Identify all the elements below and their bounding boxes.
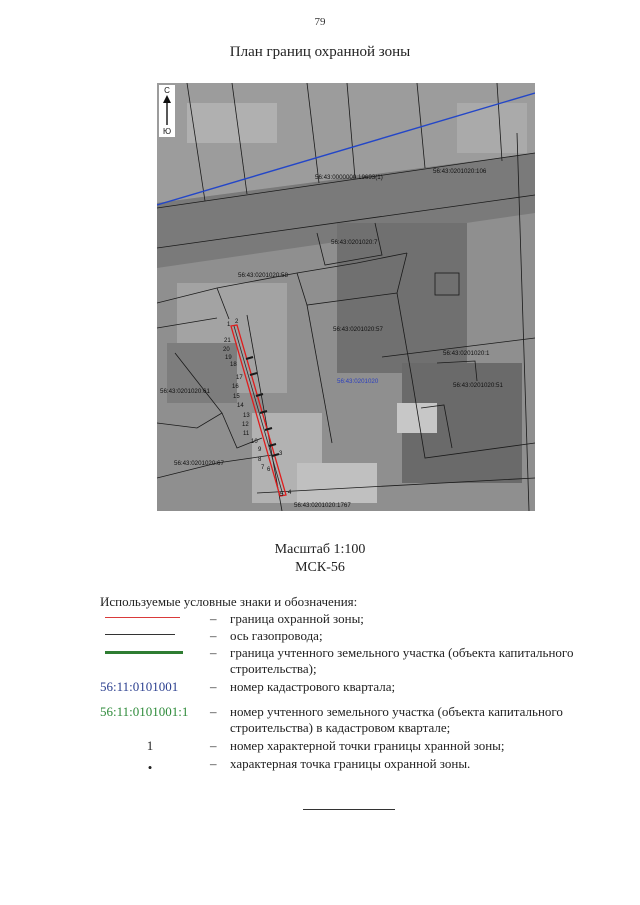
scale-block: [0, 541, 640, 577]
point-number: 6: [267, 467, 271, 473]
point-number: 10: [251, 439, 258, 445]
parcel-label: 56:43:0201020:67: [174, 460, 224, 467]
legend-title: Используемые условные знаки и обозначения:: [100, 594, 358, 609]
legend-text: граница охранной зоны;: [230, 611, 364, 626]
parcel-label: 56:43:0201020:1767: [294, 502, 351, 509]
parcel-label: 56:43:0201020:57: [333, 326, 383, 333]
point-number: 9: [258, 447, 262, 453]
point-number: 17: [236, 375, 243, 381]
legend-symbol-point-dot-icon: •: [147, 760, 153, 775]
south-label: Ю: [162, 127, 172, 136]
quarter-label: 56:43:0201020: [337, 378, 379, 385]
legend-text: характерная точка границы охранной зоны.: [230, 756, 471, 771]
point-number: 8: [258, 457, 262, 463]
parcel-label: 56:43:0201020:106: [433, 168, 487, 175]
coordinate-system: МСК-56: [295, 560, 345, 575]
legend-symbol-quarter-number: 56:11:0101001: [100, 679, 179, 694]
legend-symbol-point-number: 1: [146, 738, 154, 753]
cadastral-map: [157, 83, 535, 511]
point-number: 18: [230, 362, 237, 368]
legend-text: ось газопровода;: [230, 628, 323, 643]
scale-text: Масштаб 1:100: [274, 542, 366, 557]
legend-dash: –: [210, 704, 217, 719]
parcel-label: 56:43:0201020:1: [443, 350, 490, 357]
point-number: 5: [280, 492, 284, 498]
page-number: 79: [314, 16, 326, 28]
point-number: 19: [225, 355, 232, 361]
point-number: 20: [223, 347, 230, 353]
legend-dash: –: [210, 756, 217, 771]
footer-divider: [303, 809, 395, 810]
parcel-label: 56:43:0201020:7: [331, 239, 378, 246]
point-number: 1: [227, 322, 231, 328]
legend-dash: –: [210, 738, 217, 753]
legend-dash: –: [210, 645, 217, 660]
point-number: 11: [243, 431, 250, 437]
point-number: 12: [242, 422, 249, 428]
legend-text: граница учтенного земельного участка (объекта капитального строительства);: [230, 645, 574, 676]
point-number: 21: [224, 338, 231, 344]
legend-dash: –: [210, 611, 217, 626]
point-number: 4: [288, 490, 292, 496]
page-title: План границ охранной зоны: [229, 44, 411, 60]
point-number: 3: [279, 451, 283, 457]
map-canvas: [157, 83, 535, 511]
point-number: 16: [232, 384, 239, 390]
point-number: 15: [233, 394, 240, 400]
legend-dash: –: [210, 679, 217, 694]
legend-text: номер учтенного земельного участка (объекта капитального строительства) в кадастровом квартале;: [230, 704, 563, 735]
point-number: 7: [261, 465, 265, 471]
parcel-label: 56:43:0201020:58: [238, 272, 288, 279]
legend-text: номер характерной точки границы хранной зоны;: [230, 738, 505, 753]
parcel-label: 56:43:0000000:19693(1): [315, 174, 383, 181]
point-number: 2: [235, 319, 239, 325]
point-number: 13: [243, 413, 250, 419]
north-label: С: [164, 86, 170, 95]
legend-text: номер кадастрового квартала;: [230, 679, 396, 694]
parcel-label: 56:43:0201020:51: [453, 382, 503, 389]
legend-symbol-parcel-number: 56:11:0101001:1: [100, 704, 189, 719]
point-number: 14: [237, 403, 244, 409]
parcel-label: 56:43:0201020:61: [160, 388, 210, 395]
legend-dash: –: [210, 628, 217, 643]
north-arrow-icon: [159, 85, 175, 137]
